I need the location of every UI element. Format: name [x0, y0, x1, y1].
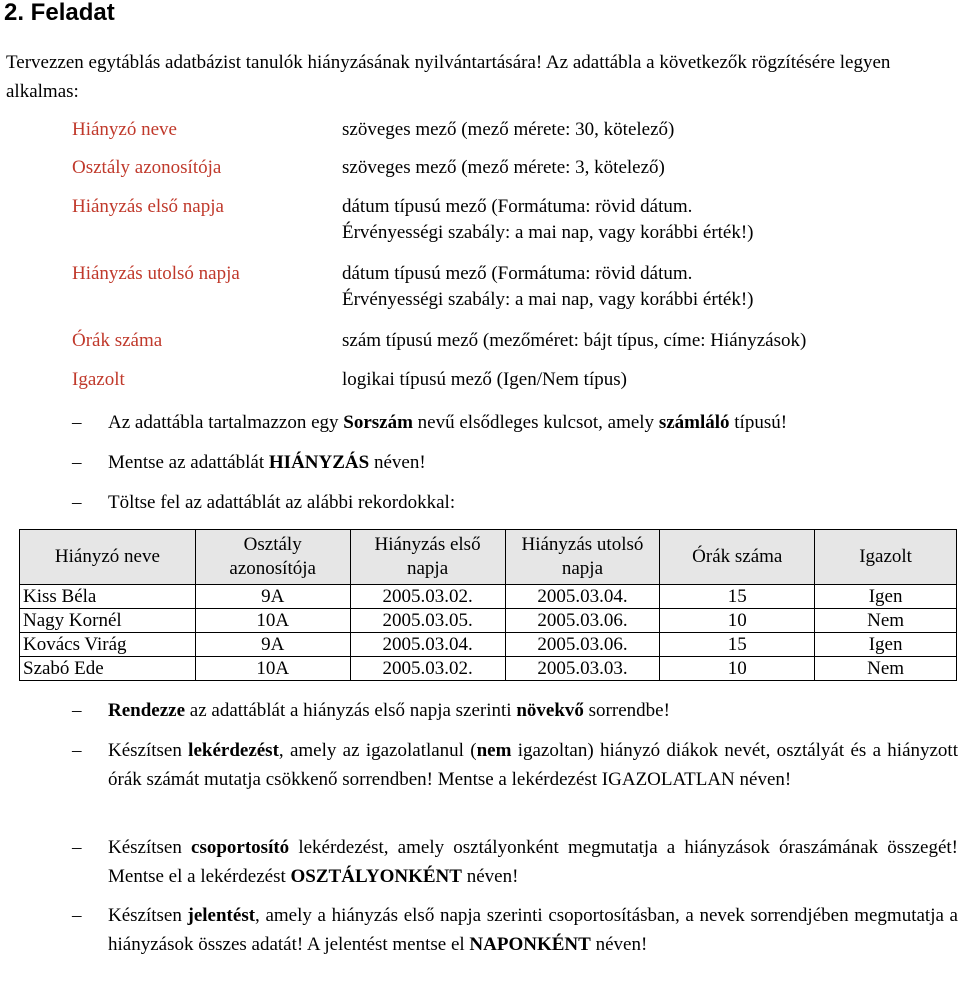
field-desc-elso-nap-1: dátum típusú mező (Formátuma: rövid dátum. [342, 196, 693, 217]
field-desc-orak: szám típusú mező (mezőméret: bájt típus, címe: Hiányzások) [342, 330, 807, 351]
cell-excused: Nem [815, 657, 957, 681]
col-header-orak: Órák száma [660, 530, 815, 585]
cell-class: 10A [195, 657, 350, 681]
bullet-query-group: – Készítsen csoportosító lekérdezést, amely osztályonként megmutatja a hiányzások óraszámának összegét! Mentse el a lekérdezést OSZTÁLYONKÉNT néven! [72, 834, 958, 891]
bullet-fill-records: – Töltse fel az adattáblát az alábbi rekordokkal: [72, 489, 958, 518]
col-header-utolso-nap: Hiányzás utolsó napja [505, 530, 660, 585]
bullet-query-unexcused: – Készítsen lekérdezést, amely az igazolatlanul (nem igazoltan) hiányzó diákok nevét, osztályát és a hiányzott órák számát mutatja csökkenő sorrendben! Mentse a lekérdezést IGAZOLATLAN néven! [72, 737, 958, 794]
cell-hours: 10 [660, 657, 815, 681]
table-row [20, 657, 957, 681]
task-heading: 2. Feladat [4, 0, 115, 26]
cell-first-day: 2005.03.02. [350, 657, 505, 681]
cell-class: 10A [195, 609, 350, 633]
cell-name: Nagy Kornél [20, 609, 196, 633]
cell-hours: 15 [660, 585, 815, 609]
field-name-osztaly: Osztály azonosítója [72, 157, 222, 178]
cell-excused: Nem [815, 609, 957, 633]
dash-marker: – [72, 452, 82, 473]
field-desc-utolso-nap-1: dátum típusú mező (Formátuma: rövid dátum. [342, 263, 693, 284]
cell-class: 9A [195, 633, 350, 657]
bullet-primary-key: – Az adattábla tartalmazzon egy Sorszám nevű elsődleges kulcsot, amely számláló típusú! [72, 409, 958, 438]
bullet-report: – Készítsen jelentést, amely a hiányzás első napja szerinti csoportosításban, a nevek sorrendjében megmutatja a hiányzások összes adatát! A jelentést mentse el NAPONKÉNT néven! [72, 902, 958, 959]
field-name-orak: Órák száma [72, 330, 163, 351]
table-header-row [20, 530, 957, 585]
cell-hours: 15 [660, 633, 815, 657]
cell-last-day: 2005.03.06. [505, 633, 660, 657]
cell-last-day: 2005.03.06. [505, 609, 660, 633]
field-desc-osztaly: szöveges mező (mező mérete: 3, kötelező) [342, 157, 665, 178]
cell-first-day: 2005.03.05. [350, 609, 505, 633]
cell-first-day: 2005.03.02. [350, 585, 505, 609]
intro-paragraph: Tervezzen egytáblás adatbázist tanulók hiányzásának nyilvántartására! Az adattábla a következők rögzítésére legyen alkalmas: [6, 52, 891, 102]
field-name-elso-nap: Hiányzás első napja [72, 196, 224, 217]
dash-marker: – [72, 837, 82, 858]
table-row [20, 609, 957, 633]
bullet-save-table: – Mentse az adattáblát HIÁNYZÁS néven! [72, 449, 958, 478]
col-header-elso-nap: Hiányzás első napja [350, 530, 505, 585]
cell-name: Kovács Virág [20, 633, 196, 657]
cell-first-day: 2005.03.04. [350, 633, 505, 657]
table-row [20, 633, 957, 657]
dash-marker: – [72, 905, 82, 926]
dash-marker: – [72, 740, 82, 761]
cell-excused: Igen [815, 633, 957, 657]
field-name-utolso-nap: Hiányzás utolsó napja [72, 263, 240, 284]
col-header-igazolt: Igazolt [815, 530, 957, 585]
cell-last-day: 2005.03.03. [505, 657, 660, 681]
field-name-hianyzo-neve: Hiányzó neve [72, 119, 177, 140]
cell-hours: 10 [660, 609, 815, 633]
cell-name: Kiss Béla [20, 585, 196, 609]
cell-class: 9A [195, 585, 350, 609]
field-desc-igazolt: logikai típusú mező (Igen/Nem típus) [342, 369, 627, 390]
bullet-sort: – Rendezze az adattáblát a hiányzás első napja szerinti növekvő sorrendbe! [72, 697, 958, 726]
table-row [20, 585, 957, 609]
dash-marker: – [72, 412, 82, 433]
cell-excused: Igen [815, 585, 957, 609]
cell-last-day: 2005.03.04. [505, 585, 660, 609]
dash-marker: – [72, 492, 82, 513]
dash-marker: – [72, 700, 82, 721]
cell-name: Szabó Ede [20, 657, 196, 681]
col-header-osztaly: Osztály azonosítója [195, 530, 350, 585]
field-desc-hianyzo-neve: szöveges mező (mező mérete: 30, kötelező) [342, 119, 675, 140]
records-table [19, 529, 957, 681]
col-header-hianyzo-neve: Hiányzó neve [20, 530, 196, 585]
field-name-igazolt: Igazolt [72, 369, 125, 390]
field-desc-utolso-nap-2: Érvényességi szabály: a mai nap, vagy korábbi érték!) [342, 289, 754, 310]
field-desc-elso-nap-2: Érvényességi szabály: a mai nap, vagy korábbi érték!) [342, 222, 754, 243]
